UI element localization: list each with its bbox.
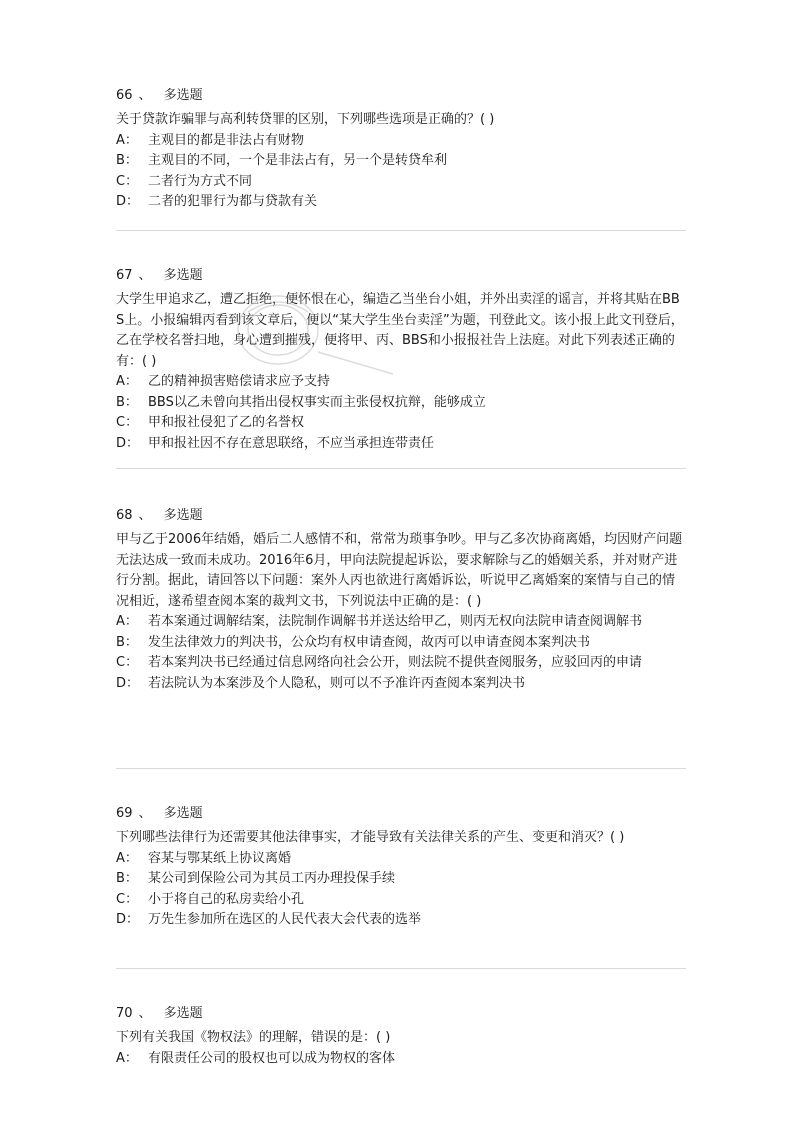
option-d: [116, 192, 686, 213]
question-type: 多选题: [163, 806, 203, 821]
option-letter: D：: [116, 194, 140, 209]
option-text: 若法院认为本案涉及个人隐私，则可以不予准许丙查阅本案判决书: [148, 675, 526, 691]
question-type: 多选题: [163, 508, 203, 523]
option-letter: D：: [116, 675, 140, 691]
option-letter: D：: [116, 435, 140, 451]
question-separator: 、: [138, 1006, 152, 1021]
option-b: [116, 633, 686, 654]
option-text: 万先生参加所在选区的人民代表大会代表的选举: [148, 912, 422, 927]
option-letter: D：: [116, 912, 140, 927]
question-69: [116, 804, 686, 931]
option-text: 乙的精神损害赔偿请求应予支持: [148, 374, 331, 389]
option-text: 甲和报社因不存在意思联络，不应当承担连带责任: [148, 435, 435, 451]
question-stem: 甲与乙于2006年结婚，婚后二人感情不和，常常为琐事争吵。甲与乙多次协商离婚，均因财产问题无法达成一致而未成功。2016年6月，甲向法院提起诉讼，要求解除与乙的婚姻关系，并对财产进行分割。据此，请回答以下问题：案外人丙也欲进行离婚诉讼，听说甲乙离婚案的案情与自己的情况相近，遂希望查阅本案的裁判文书，下列说法中正确的是：( ): [116, 532, 683, 609]
question-separator: 、: [138, 88, 152, 103]
option-a: [116, 131, 686, 152]
option-c: [116, 413, 686, 434]
option-text: 二者的犯罪行为都与贷款有关: [148, 194, 318, 209]
option-a: [116, 1049, 686, 1070]
question-header: [116, 506, 686, 526]
option-a: [116, 612, 686, 633]
question-stem: 下列有关我国《物权法》的理解，错误的是：( ): [116, 1030, 391, 1045]
question-68: [116, 506, 686, 694]
question-header: [116, 266, 686, 286]
question-separator: 、: [138, 508, 152, 523]
option-letter: B：: [116, 871, 138, 886]
option-d: [116, 674, 686, 695]
option-letter: C：: [116, 655, 139, 670]
question-header: [116, 1004, 686, 1024]
option-d: [116, 434, 686, 455]
question-divider: [116, 968, 686, 969]
question-number: 70: [116, 1006, 133, 1021]
question-number: 68: [116, 508, 133, 523]
option-letter: A：: [116, 614, 138, 629]
question-divider: [116, 468, 686, 469]
option-text: 二者行为方式不同: [148, 173, 253, 189]
option-text: 发生法律效力的判决书，公众均有权申请查阅，故丙可以申请查阅本案判决书: [148, 634, 591, 650]
question-separator: 、: [138, 806, 152, 821]
question-number: 67: [116, 268, 133, 283]
option-text: 有限责任公司的股权也可以成为物权的客体: [148, 1050, 396, 1066]
option-letter: C：: [116, 891, 139, 907]
option-b: [116, 869, 686, 890]
option-c: [116, 172, 686, 193]
option-text: 小于将自己的私房卖给小孔: [148, 891, 305, 907]
option-letter: B：: [116, 153, 138, 168]
question-header: [116, 86, 686, 106]
option-text: 主观目的不同，一个是非法占有，另一个是转贷牟利: [148, 153, 448, 168]
question-separator: 、: [138, 268, 152, 283]
question-66: [116, 86, 686, 213]
option-letter: A：: [116, 132, 138, 148]
option-letter: C：: [116, 415, 139, 430]
option-d: [116, 910, 686, 931]
option-text: 若本案判决书已经通过信息网络向社会公开，则法院不提供查阅服务，应驳回丙的申请: [148, 655, 643, 670]
option-letter: C：: [116, 173, 139, 189]
question-stem: 下列哪些法律行为还需要其他法律事实，才能导致有关法律关系的产生、变更和消灭？( ): [116, 830, 625, 845]
option-letter: A：: [116, 374, 138, 389]
option-text: BBS以乙未曾向其指出侵权事实而主张侵权抗辩，能够成立: [148, 394, 486, 410]
question-type: 多选题: [163, 88, 203, 103]
option-text: 甲和报社侵犯了乙的名誉权: [148, 415, 305, 430]
option-c: [116, 890, 686, 911]
question-67: [116, 266, 686, 454]
option-letter: A：: [116, 1050, 138, 1066]
question-divider: [116, 230, 686, 231]
question-divider: [116, 768, 686, 769]
option-c: [116, 653, 686, 674]
option-text: 某公司到保险公司为其员工丙办理投保手续: [148, 871, 396, 886]
option-letter: B：: [116, 394, 138, 410]
question-stem: 关于贷款诈骗罪与高利转贷罪的区别，下列哪些选项是正确的？( ): [116, 112, 495, 127]
option-a: [116, 849, 686, 870]
option-text: 容某与鄂某纸上协议离婚: [148, 850, 292, 866]
option-b: [116, 151, 686, 172]
question-type: 多选题: [163, 1006, 203, 1021]
option-b: [116, 393, 686, 414]
question-header: [116, 804, 686, 824]
option-letter: B：: [116, 634, 138, 650]
option-text: 若本案通过调解结案，法院制作调解书并送达给甲乙，则丙无权向法院申请查阅调解书: [148, 614, 643, 629]
question-number: 69: [116, 806, 133, 821]
question-type: 多选题: [163, 268, 203, 283]
question-70: [116, 1004, 686, 1069]
question-stem: 大学生甲追求乙，遭乙拒绝，便怀恨在心，编造乙当坐台小姐，并外出卖淫的谣言，并将其贴在BBS上。小报编辑丙看到该文章后，便以“某大学生坐台卖淫”为题，刊登此文。该小报上此文刊登后，乙在学校名誉扫地，身心遭到摧残，便将甲、丙、BBS和小报报社告上法庭。对此下列表述正确的有：( ): [116, 292, 684, 369]
option-a: [116, 372, 686, 393]
option-letter: A：: [116, 850, 138, 866]
question-number: 66: [116, 88, 133, 103]
option-text: 主观目的都是非法占有财物: [148, 132, 305, 148]
